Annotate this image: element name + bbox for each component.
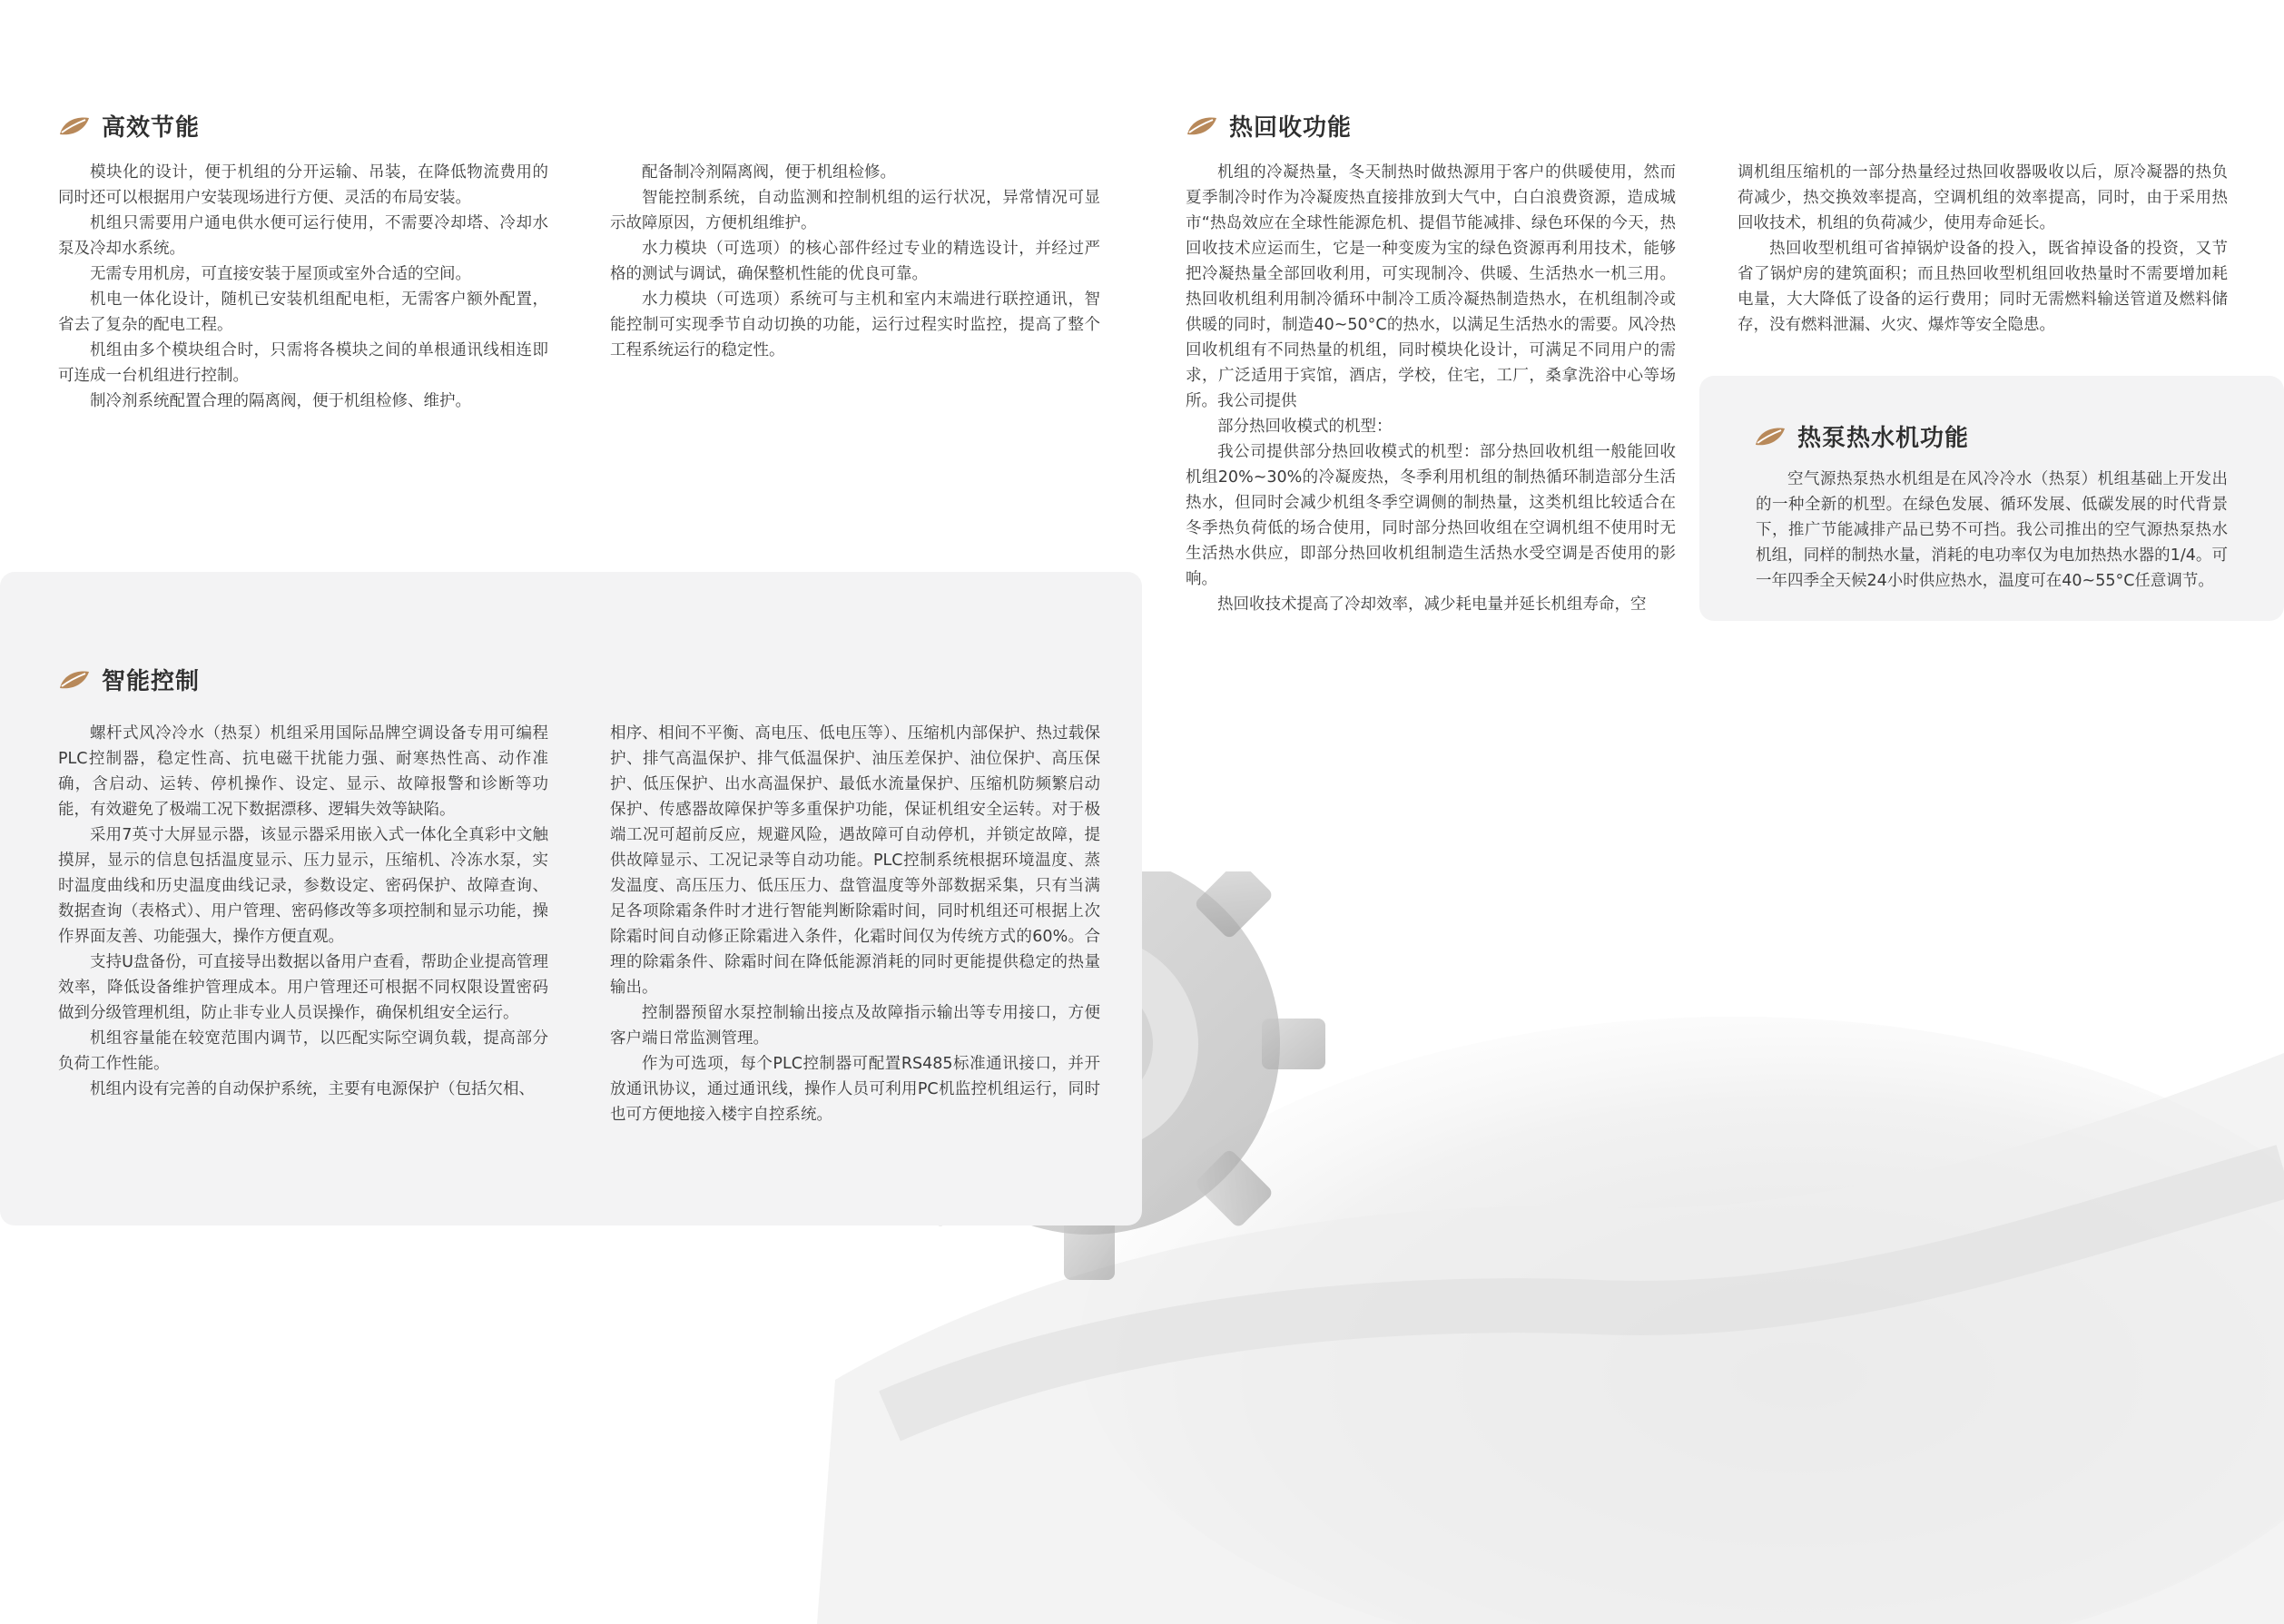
heading-heat-recovery <box>1186 109 1352 143</box>
paragraph: 我公司提供部分热回收模式的机型：部分热回收机组一般能回收机组20%~30%的冷凝废热，冬季利用机组的制热循环制造部分生活热水，但同时会减少机组冬季空调侧的制热量，这类机组比较适合在冬季热负荷低的场合使用，同时部分热回收组在空调机组不使用时无生活热水供应，即部分热回收机组制造生活热水受空调是否使用的影响。 <box>1186 443 1676 588</box>
heat-pump-body <box>1756 467 2228 594</box>
paragraph: 机组由多个模块组合时，只需将各模块之间的单根通讯线相连即可连成一台机组进行控制。 <box>58 341 548 385</box>
section-title: 高效节能 <box>102 114 201 142</box>
paragraph: 制冷剂系统配置合理的隔离阀，便于机组检修、维护。 <box>90 392 471 410</box>
efficiency-column-2 <box>610 160 1100 363</box>
paragraph: 机组的冷凝热量，冬天制热时做热源用于客户的供暖使用，然而夏季制冷时作为冷凝废热直接排放到大气中，白白浪费资源，造成城市“热岛效应在全球性能源危机、提倡节能减排、绿色环保的今天，热回收技术应运而生，它是一种变废为宝的绿色资源再利用技术，能够把冷凝热量全部回收利用，可实现制冷、供暖、生活热水一机三用。热回收机组利用制冷循环中制冷工质冷凝热制造热水，在机组制冷或供暖的同时，制造40~50°C的热水，以满足生活热水的需要。风冷热回收机组有不同热量的机组，同时模块化设计，可满足不同用户的需求，广泛适用于宾馆，酒店，学校，住宅，工厂，桑拿洗浴中心等场所。我公司提供 <box>1186 163 1676 410</box>
leaf-icon <box>1186 114 1218 138</box>
paragraph: 配备制冷剂隔离阀，便于机组检修。 <box>642 163 896 182</box>
smart-control-column-1 <box>58 721 548 1102</box>
heat-recovery-column-1 <box>1186 160 1676 617</box>
paragraph: 部分热回收模式的机型： <box>1217 418 1393 436</box>
smart-control-column-2 <box>610 721 1100 1127</box>
heat-recovery-column-2 <box>1738 160 2228 338</box>
paragraph: 采用7英寸大屏显示器，该显示器采用嵌入式一体化全真彩中文触摸屏，显示的信息包括温度显示、压力显示，压缩机、冷冻水泵，实时温度曲线和历史温度曲线记录，参数设定、密码保护、故障查询、数据查询（表格式）、用户管理、密码修改等多项控制和显示功能，操作界面友善、功能强大，操作方便直观。 <box>58 826 548 946</box>
leaf-icon <box>58 114 91 138</box>
paragraph: 支持U盘备份，可直接导出数据以备用户查看，帮助企业提高管理效率，降低设备维护管理成本。用户管理还可根据不同权限设置密码做到分级管理机组，防止非专业人员误操作，确保机组安全运行。 <box>58 953 548 1022</box>
paragraph: 作为可选项，每个PLC控制器可配置RS485标准通讯接口，并开放通讯协议，通过通讯线，操作人员可利用PC机监控机组运行，同时也可方便地接入楼宇自控系统。 <box>610 1055 1100 1124</box>
paragraph: 机组容量能在较宽范围内调节，以匹配实际空调负载，提高部分负荷工作性能。 <box>58 1029 548 1073</box>
paragraph: 相序、相间不平衡、高电压、低电压等）、压缩机内部保护、热过载保护、排气高温保护、排气低温保护、油压差保护、油位保护、高压保护、低压保护、出水高温保护、最低水流量保护、压缩机防频繁启动保护、传感器故障保护等多重保护功能，保证机组安全运转。对于极端工况可超前反应，规避风险，遇故障可自动停机，并锁定故障，提供故障显示、工况记录等自动功能。PLC控制系统根据环境温度、蒸发温度、高压压力、低压压力、盘管温度等外部数据采集，只有当满足各项除霜条件时才进行智能判断除霜时间，同时机组还可根据上次除霜时间自动修正除霜进入条件，化霜时间仅为传统方式的60%。合理的除霜条件、除霜时间在降低能源消耗的同时更能提供稳定的热量输出。 <box>610 724 1100 997</box>
section-title: 智能控制 <box>102 668 201 695</box>
paragraph: 机组只需要用户通电供水便可运行使用，不需要冷却塔、冷却水泵及冷却水系统。 <box>58 214 548 258</box>
leaf-icon <box>1754 425 1787 448</box>
paragraph: 水力模块（可选项）系统可与主机和室内末端进行联控通讯，智能控制可实现季节自动切换的功能，运行过程实时监控，提高了整个工程系统运行的稳定性。 <box>610 290 1100 359</box>
paragraph: 控制器预留水泵控制输出接点及故障指示输出等专用接口，方便客户端日常监测管理。 <box>610 1004 1100 1048</box>
heading-heat-pump <box>1754 419 1969 453</box>
section-title: 热泵热水机功能 <box>1797 425 1970 452</box>
heading-efficiency <box>58 109 200 143</box>
paragraph: 无需专用机房，可直接安装于屋顶或室外合适的空间。 <box>90 265 471 283</box>
efficiency-column-1 <box>58 160 548 414</box>
paragraph: 模块化的设计，便于机组的分开运输、吊装，在降低物流费用的同时还可以根据用户安装现场进行方便、灵活的布局安装。 <box>58 163 548 207</box>
section-title: 热回收功能 <box>1229 114 1353 142</box>
heading-smart-control <box>58 663 200 696</box>
paragraph: 热回收型机组可省掉锅炉设备的投入，既省掉设备的投资，又节省了锅炉房的建筑面积；而且热回收型机组回收热量时不需要增加耗电量，大大降低了设备的运行费用；同时无需燃料输送管道及燃料储存，没有燃料泄漏、火灾、爆炸等安全隐患。 <box>1738 240 2228 334</box>
leaf-icon <box>58 668 91 692</box>
paragraph: 机组内设有完善的自动保护系统，主要有电源保护（包括欠相、 <box>90 1080 535 1098</box>
paragraph: 智能控制系统，自动监测和控制机组的运行状况，异常情况可显示故障原因，方便机组维护。 <box>610 189 1100 232</box>
paragraph: 机电一体化设计，随机已安装机组配电柜，无需客户额外配置，省去了复杂的配电工程。 <box>58 290 548 334</box>
paragraph: 空气源热泵热水机组是在风冷冷水（热泵）机组基础上开发出的一种全新的机型。在绿色发展、循环发展、低碳发展的时代背景下，推广节能减排产品已势不可挡。我公司推出的空气源热泵热水机组，同样的制热水量，消耗的电功率仅为电加热热水器的1/4。可一年四季全天候24小时供应热水，温度可在40~55°C任意调节。 <box>1756 470 2228 590</box>
paragraph: 热回收技术提高了冷却效率，减少耗电量并延长机组寿命，空 <box>1217 595 1647 614</box>
paragraph: 调机组压缩机的一部分热量经过热回收器吸收以后，原冷凝器的热负荷减少，热交换效率提高，空调机组的效率提高，同时，由于采用热回收技术，机组的负荷减少，使用寿命延长。 <box>1738 163 2228 232</box>
paragraph: 螺杆式风冷冷水（热泵）机组采用国际品牌空调设备专用可编程PLC控制器，稳定性高、抗电磁干扰能力强、耐寒热性高、动作准确，含启动、运转、停机操作、设定、显示、故障报警和诊断等功能，有效避免了极端工况下数据漂移、逻辑失效等缺陷。 <box>58 724 548 819</box>
paragraph: 水力模块（可选项）的核心部件经过专业的精选设计，并经过严格的测试与调试，确保整机性能的优良可靠。 <box>610 240 1100 283</box>
